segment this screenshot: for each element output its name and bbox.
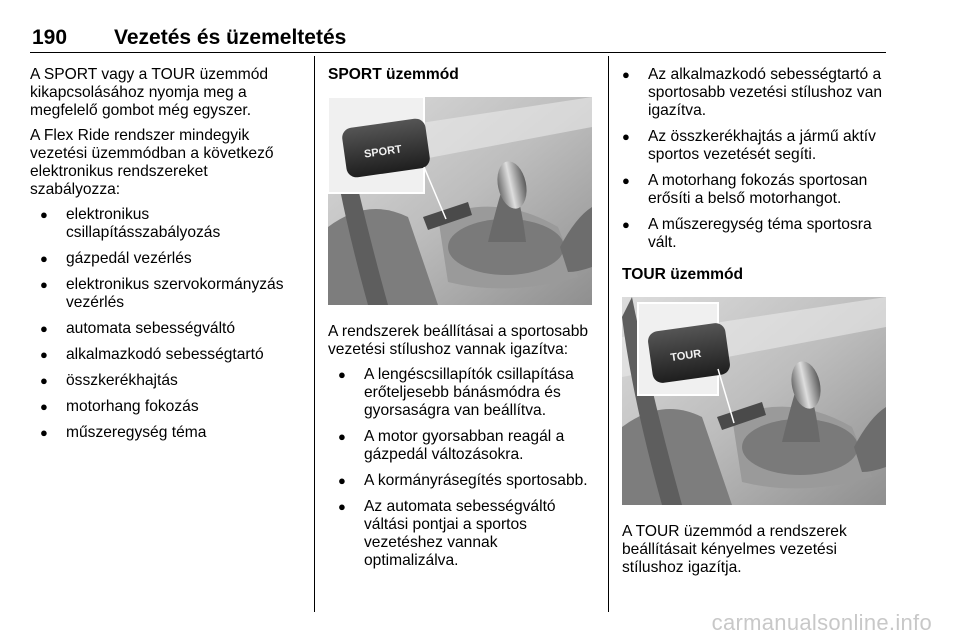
paragraph: A SPORT vagy a TOUR üzemmód kikapcsolásához nyomja meg a megfelelő gombot még egyszer. <box>30 66 269 119</box>
bullet-list <box>622 66 888 252</box>
console-illustration <box>622 297 886 505</box>
list-item: ● A lengéscsillapítók csillapítása erőteljesebb bánásmódra és gyorsaságra van beállítva. <box>338 366 574 419</box>
subsection-heading: TOUR üzemmód <box>622 266 744 283</box>
tour-mode-photo <box>622 297 886 505</box>
list-item: ● automata sebességváltó <box>40 320 236 337</box>
tour-button-label: TOUR <box>669 347 703 365</box>
paragraph: A Flex Ride rendszer mindegyik vezetési üzemmódban a következő elektronikus rendszereket szabályozza: <box>30 127 274 198</box>
paragraph: A rendszerek beállításai a sportosabb vezetési stílushoz vannak igazítva: <box>328 323 589 358</box>
list-item: ● műszeregység téma <box>40 424 207 441</box>
sport-button-label: SPORT <box>363 143 403 161</box>
paragraph: A TOUR üzemmód a rendszerek beállításait kényelmes vezetési stílushoz igazítja. <box>622 523 847 576</box>
column-divider <box>314 56 315 612</box>
list-item: ● A motorhang fokozás sportosan erősíti a belső motorhangot. <box>622 172 868 207</box>
page-header <box>30 22 886 53</box>
list-item: ● Az összkerékhajtás a jármű aktív sportos vezetését segíti. <box>622 128 876 163</box>
list-item: ● gázpedál vezérlés <box>40 250 192 267</box>
list-item: ● összkerékhajtás <box>40 372 178 389</box>
list-item: ● elektronikus szervokormányzás vezérlés <box>40 276 284 311</box>
page-number: 190 <box>32 26 68 49</box>
list-item: ● elektronikus csillapításszabályozás <box>40 206 221 241</box>
column-divider <box>608 56 609 612</box>
subsection-heading: SPORT üzemmód <box>328 66 459 83</box>
list-item: ● alkalmazkodó sebességtartó <box>40 346 264 363</box>
list-item: ● A kormányrásegítés sportosabb. <box>338 472 588 489</box>
list-item: ● A műszeregység téma sportosra vált. <box>622 216 872 251</box>
column-3 <box>622 66 888 584</box>
column-1 <box>30 66 302 450</box>
console-illustration <box>328 97 592 305</box>
list-item: ● Az automata sebességváltó váltási pontjai a sportos vezetéshez vannak optimalizálva. <box>338 498 556 569</box>
bullet-list <box>328 366 596 570</box>
watermark: carmanualsonline.info <box>711 610 932 635</box>
sport-mode-photo <box>328 97 592 305</box>
list-item: ● A motor gyorsabban reagál a gázpedál változásokra. <box>338 428 565 463</box>
list-item: ● Az alkalmazkodó sebességtartó a sportosabb vezetési stílushoz van igazítva. <box>622 66 883 119</box>
bullet-list <box>30 206 302 442</box>
list-item: ● motorhang fokozás <box>40 398 199 415</box>
section-title: Vezetés és üzemeltetés <box>114 26 347 49</box>
column-2 <box>328 66 596 578</box>
